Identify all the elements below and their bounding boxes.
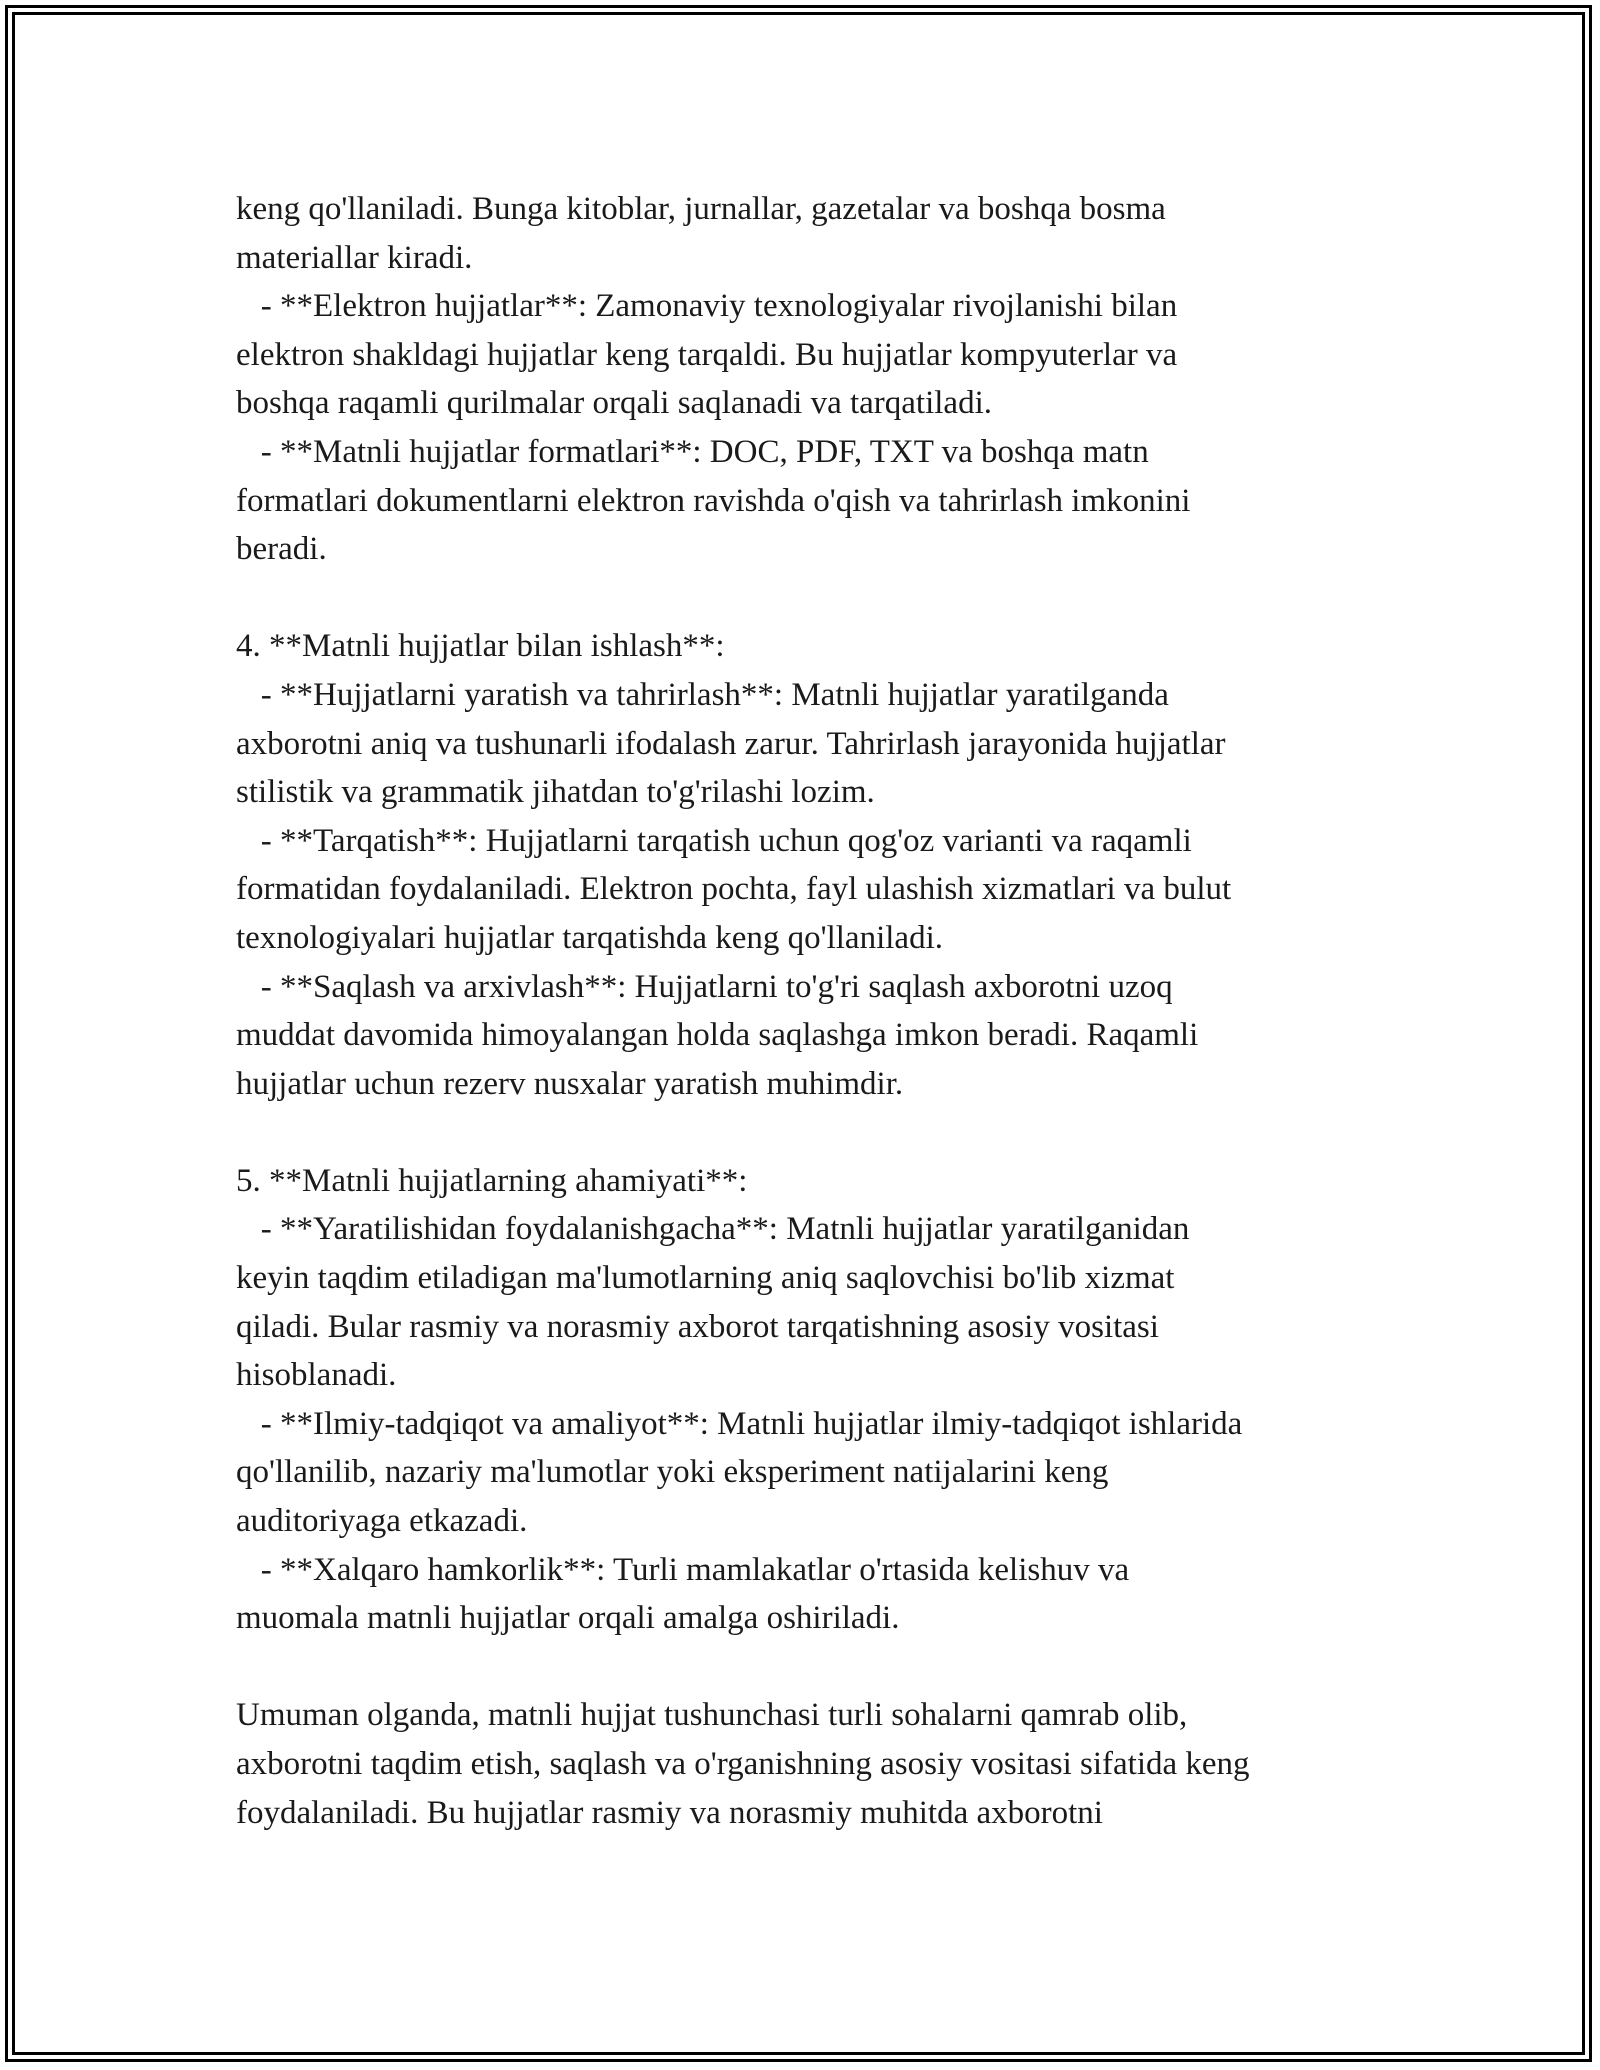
text-paragraph xyxy=(236,1546,1396,1643)
text-line: muomala matnli hujjatlar orqali amalga oshiriladi. xyxy=(236,1600,900,1637)
text-line: - **Matnli hujjatlar formatlari**: DOC, PDF, TXT va boshqa matn xyxy=(236,433,1149,470)
text-paragraph xyxy=(236,1691,1396,1837)
text-line: - **Yaratilishidan foydalanishgacha**: Matnli hujjatlar yaratilganidan xyxy=(236,1211,1190,1248)
text-line: qiladi. Bular rasmiy va norasmiy axborot tarqatishning asosiy vositasi xyxy=(236,1308,1159,1345)
text-line: - **Hujjatlarni yaratish va tahrirlash**: Matnli hujjatlar yaratilganda xyxy=(236,676,1169,713)
text-line: beradi. xyxy=(236,531,327,568)
text-line: auditoriyaga etkazadi. xyxy=(236,1503,528,1540)
paragraph-gap xyxy=(236,574,1396,623)
text-paragraph xyxy=(236,185,1396,282)
text-line: muddat davomida himoyalangan holda saqlashga imkon beradi. Raqamli xyxy=(236,1017,1199,1054)
text-line: - **Ilmiy-tadqiqot va amaliyot**: Matnli hujjatlar ilmiy-tadqiqot ishlarida xyxy=(236,1405,1243,1442)
text-line: texnologiyalari hujjatlar tarqatishda keng qo'llaniladi. xyxy=(236,919,943,956)
paragraph-gap xyxy=(236,1643,1396,1692)
text-paragraph xyxy=(236,963,1396,1109)
text-paragraph xyxy=(236,1205,1396,1399)
text-line: 5. **Matnli hujjatlarning ahamiyati**: xyxy=(236,1162,748,1199)
text-line: - **Tarqatish**: Hujjatlarni tarqatish uchun qog'oz varianti va raqamli xyxy=(236,822,1192,859)
text-line: - **Saqlash va arxivlash**: Hujjatlarni to'g'ri saqlash axborotni uzoq xyxy=(236,968,1173,1005)
text-line: formatlari dokumentlarni elektron ravishda o'qish va tahrirlash imkonini xyxy=(236,482,1191,519)
text-paragraph xyxy=(236,428,1396,574)
document-body xyxy=(236,185,1396,1837)
text-line: stilistik va grammatik jihatdan to'g'rilashi lozim. xyxy=(236,774,875,811)
text-paragraph xyxy=(236,1400,1396,1546)
text-line: - **Elektron hujjatlar**: Zamonaviy texnologiyalar rivojlanishi bilan xyxy=(236,288,1178,325)
text-line: materiallar kiradi. xyxy=(236,239,473,276)
text-paragraph xyxy=(236,282,1396,428)
text-paragraph xyxy=(236,671,1396,817)
text-line: 4. **Matnli hujjatlar bilan ishlash**: xyxy=(236,628,725,665)
text-line: keyin taqdim etiladigan ma'lumotlarning aniq saqlovchisi bo'lib xizmat xyxy=(236,1260,1175,1297)
text-paragraph xyxy=(236,622,1396,671)
text-line: qo'llanilib, nazariy ma'lumotlar yoki eksperiment natijalarini keng xyxy=(236,1454,1109,1491)
text-line: formatidan foydalaniladi. Elektron pochta, fayl ulashish xizmatlari va bulut xyxy=(236,871,1232,908)
paragraph-gap xyxy=(236,1108,1396,1157)
text-line: Umuman olganda, matnli hujjat tushunchasi turli sohalarni qamrab olib, xyxy=(236,1697,1188,1734)
text-line: hisoblanadi. xyxy=(236,1357,397,1394)
text-line: axborotni taqdim etish, saqlash va o'rganishning asosiy vositasi sifatida keng xyxy=(236,1746,1250,1782)
text-line: hujjatlar uchun rezerv nusxalar yaratish muhimdir. xyxy=(236,1065,904,1102)
text-line: boshqa raqamli qurilmalar orqali saqlanadi va tarqatiladi. xyxy=(236,385,992,422)
text-paragraph xyxy=(236,1157,1396,1206)
text-line: keng qo'llaniladi. Bunga kitoblar, jurnallar, gazetalar va boshqa bosma xyxy=(236,191,1166,227)
text-line: - **Xalqaro hamkorlik**: Turli mamlakatlar o'rtasida kelishuv va xyxy=(236,1551,1130,1588)
text-line: elektron shakldagi hujjatlar keng tarqaldi. Bu hujjatlar kompyuterlar va xyxy=(236,336,1178,373)
text-line: axborotni aniq va tushunarli ifodalash zarur. Tahrirlash jarayonida hujjatlar xyxy=(236,725,1226,762)
text-line: foydalaniladi. Bu hujjatlar rasmiy va norasmiy muhitda axborotni xyxy=(236,1794,1103,1831)
text-paragraph xyxy=(236,817,1396,963)
